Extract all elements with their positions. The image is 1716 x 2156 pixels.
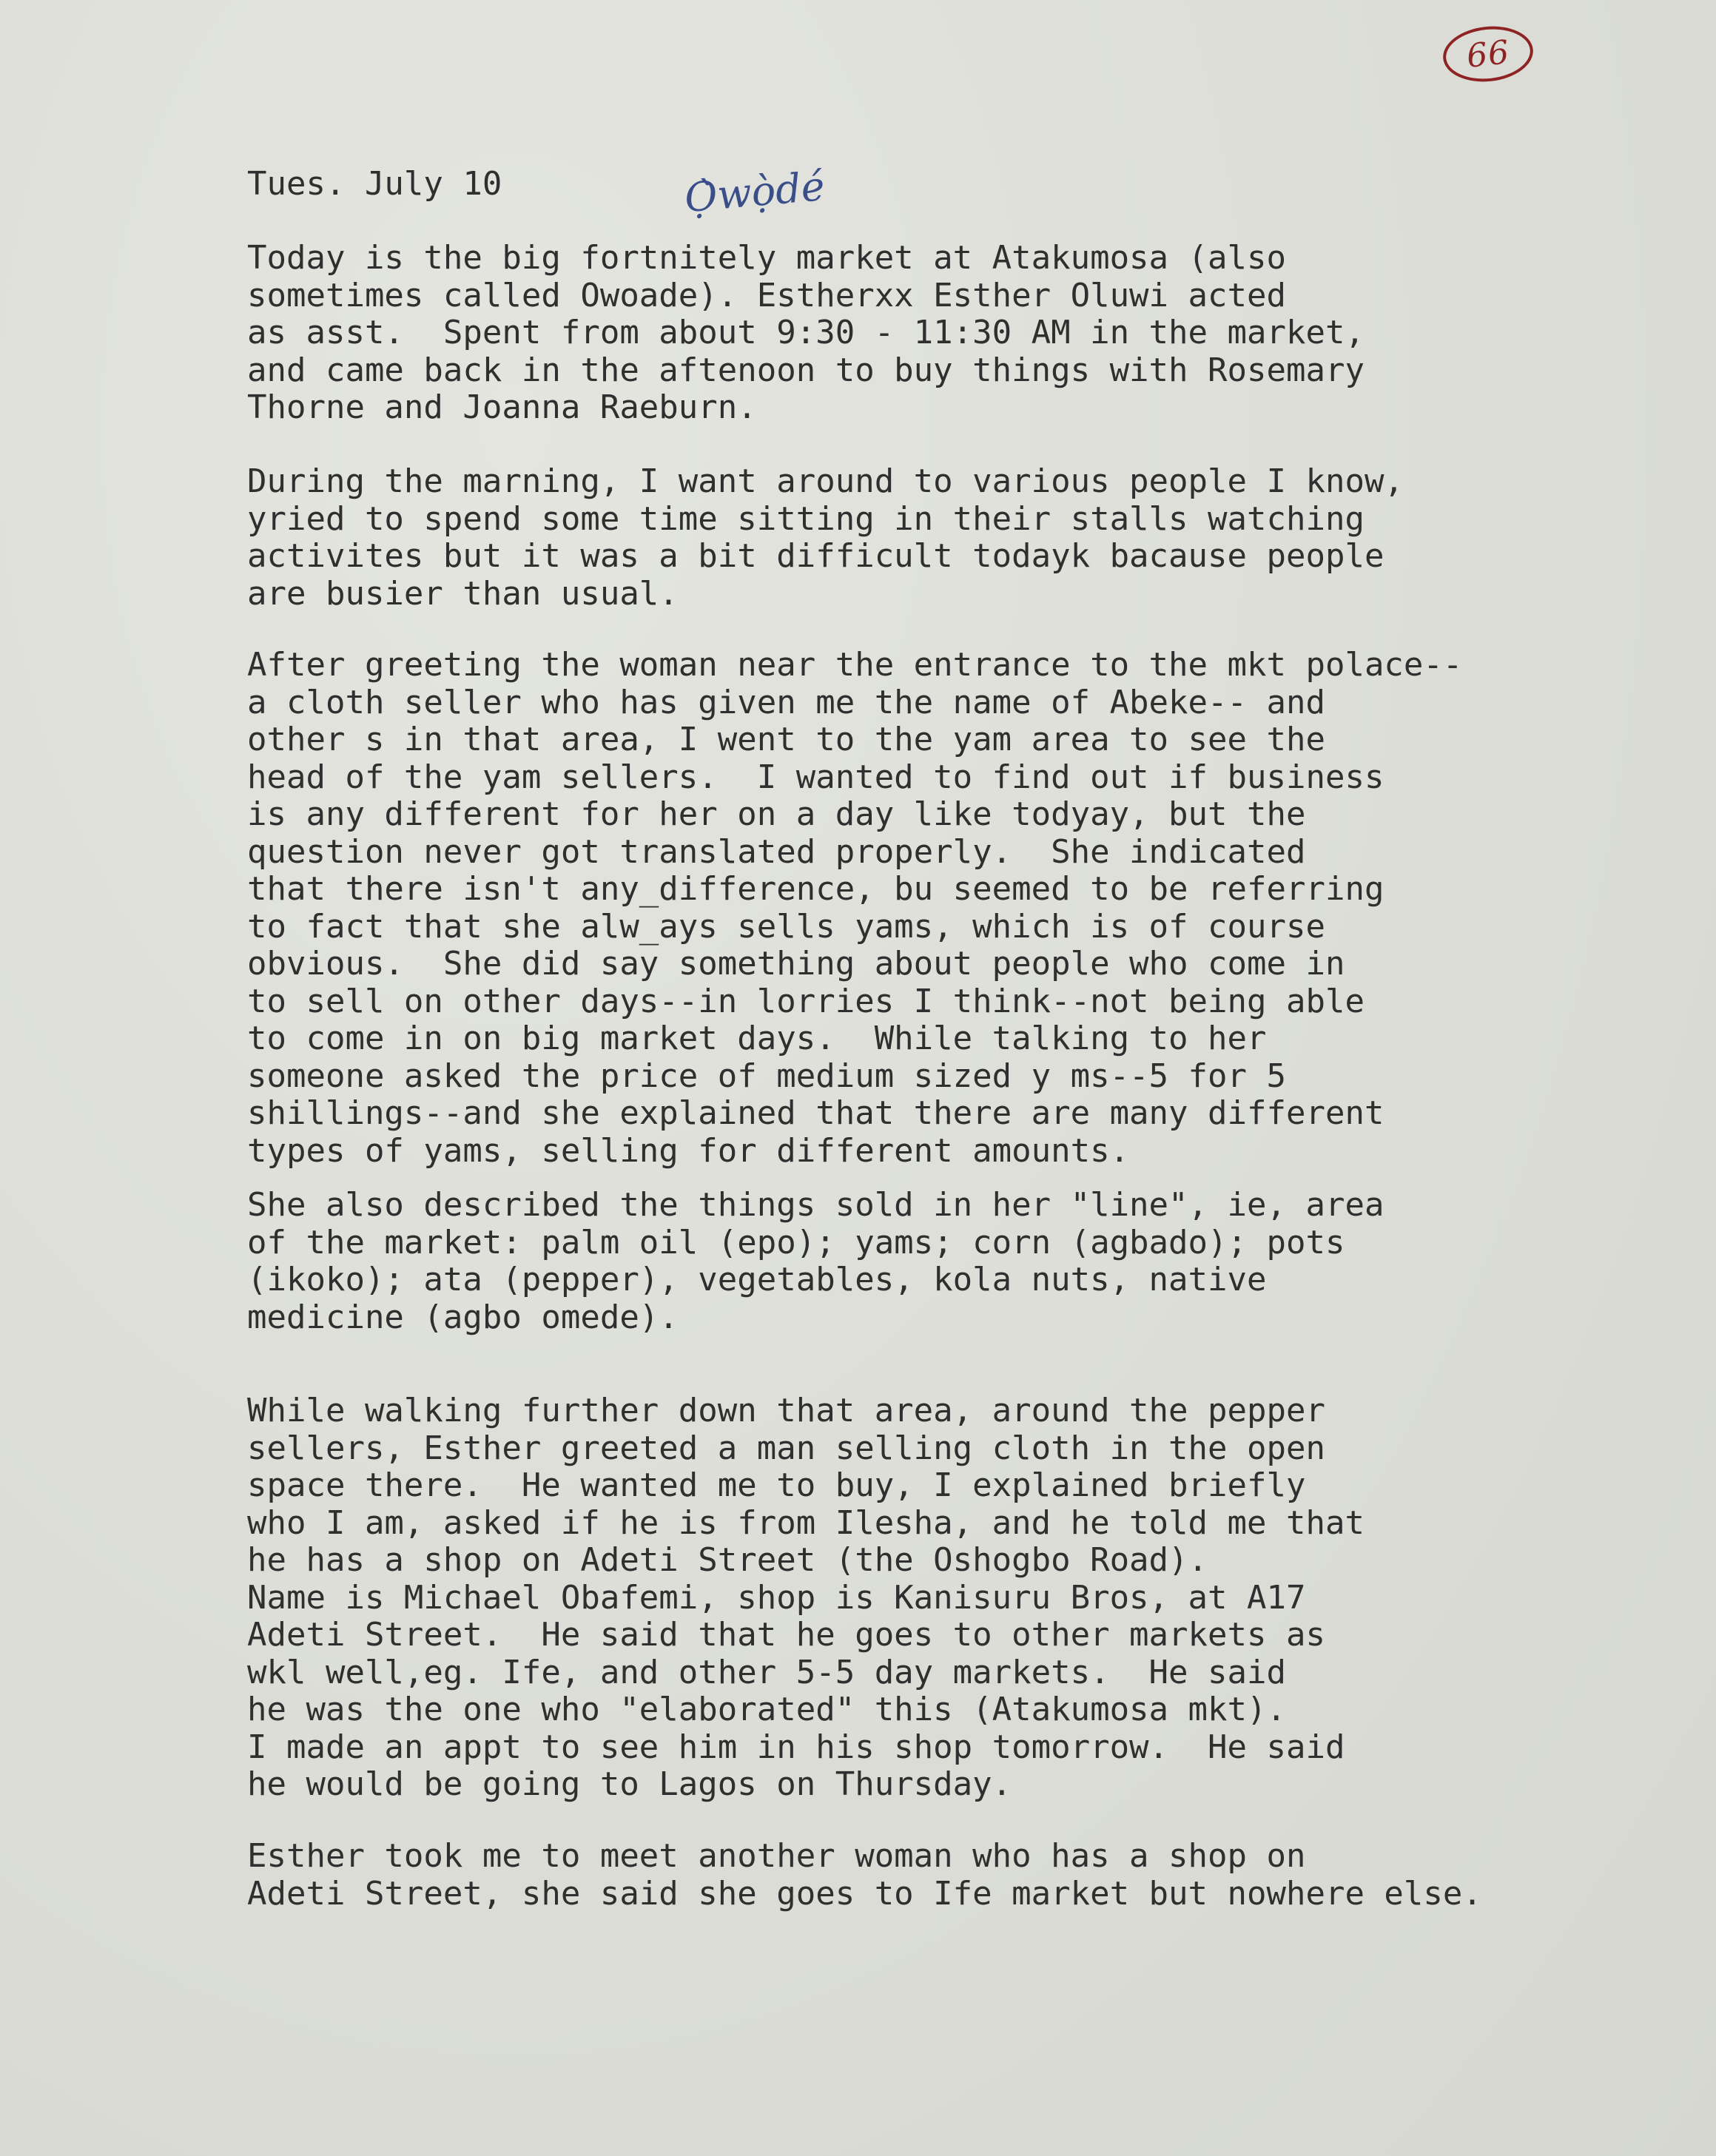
text-line: he has a shop on Adeti Street (the Oshogbo Road).	[247, 1541, 1208, 1579]
text-line: to sell on other days--in lorries I think--not being able	[247, 982, 1365, 1020]
text-line: During the marning, I want around to various people I know,	[247, 462, 1404, 500]
text-line: obvious. She did say something about people who come in	[247, 945, 1345, 983]
paragraph-5	[247, 1392, 1653, 1804]
text-line: types of yams, selling for different amounts.	[247, 1131, 1130, 1170]
text-line: a cloth seller who has given me the name of Abeke-- and	[247, 683, 1325, 721]
text-line: who I am, asked if he is from Ilesha, and he told me that	[247, 1503, 1365, 1542]
page-number: 66	[1464, 33, 1512, 75]
text-line: head of the yam sellers. I wanted to find out if business	[247, 758, 1384, 796]
text-line: medicine (agbo omede).	[247, 1298, 679, 1336]
text-line: space there. He wanted me to buy, I explained briefly	[247, 1466, 1306, 1504]
text-line: are busier than usual.	[247, 574, 679, 613]
handwritten-annotation: Ọ̀wọ̀dé	[682, 162, 827, 222]
text-line: he would be going to Lagos on Thursday.	[247, 1765, 1012, 1803]
text-line: to come in on big market days. While talking to her	[247, 1020, 1267, 1057]
text-line: wkl well,eg. Ife, and other 5-5 day markets. He said	[247, 1653, 1286, 1691]
text-line: sellers, Esther greeted a man selling cloth in the open	[247, 1429, 1325, 1467]
text-line: shillings--and she explained that there are many different	[247, 1094, 1384, 1132]
paragraph-1	[247, 240, 1653, 427]
text-line: that there isn't any_difference, bu seemed to be referring	[247, 870, 1384, 908]
text-line: he was the one who "elaborated" this (Atakumosa mkt).	[247, 1691, 1286, 1728]
text-line: Esther took me to meet another woman who has a shop on	[247, 1837, 1306, 1875]
text-line: as asst. Spent from about 9:30 - 11:30 AM in the market,	[247, 314, 1365, 351]
text-line: Today is the big fortnitely market at Atakumosa (also	[247, 239, 1286, 277]
text-line: Thorne and Joanna Raeburn.	[247, 388, 757, 426]
paragraph-3	[247, 647, 1653, 1170]
entry-date: Tues. July 10	[247, 165, 502, 203]
text-line: someone asked the price of medium sized y ms--5 for 5	[247, 1057, 1286, 1095]
text-line: to fact that she alw_ays sells yams, which is of course	[247, 907, 1325, 946]
text-line: other s in that area, I went to the yam area to see the	[247, 721, 1325, 758]
paragraph-6	[247, 1838, 1653, 1913]
text-line: of the market: palm oil (epo); yams; corn (agbado); pots	[247, 1223, 1345, 1261]
page-number-stamp	[1440, 22, 1535, 86]
text-line: She also described the things sold in her "line", ie, area	[247, 1186, 1384, 1224]
text-line: I made an appt to see him in his shop tomorrow. He said	[247, 1728, 1345, 1766]
text-line: is any different for her on a day like todyay, but the	[247, 795, 1306, 833]
text-line: Adeti Street, she said she goes to Ife market but nowhere else.	[247, 1874, 1482, 1913]
text-line: yried to spend some time sitting in their stalls watching	[247, 499, 1365, 538]
text-line: While walking further down that area, around the pepper	[247, 1392, 1325, 1429]
text-line: Adeti Street. He said that he goes to other markets as	[247, 1616, 1325, 1654]
text-line: (ikoko); ata (pepper), vegetables, kola nuts, native	[247, 1261, 1267, 1298]
text-line: activites but it was a bit difficult todayk bacause people	[247, 537, 1384, 575]
text-line: question never got translated properly. She indicated	[247, 832, 1306, 871]
text-line: After greeting the woman near the entrance to the mkt polace--	[247, 646, 1463, 684]
paragraph-4	[247, 1187, 1653, 1336]
paragraph-2	[247, 463, 1653, 613]
text-line: sometimes called Owoade). Estherxx Esther Oluwi acted	[247, 276, 1286, 314]
text-line: Name is Michael Obafemi, shop is Kanisuru Bros, at A17	[247, 1578, 1306, 1617]
text-line: and came back in the aftenoon to buy things with Rosemary	[247, 351, 1365, 389]
